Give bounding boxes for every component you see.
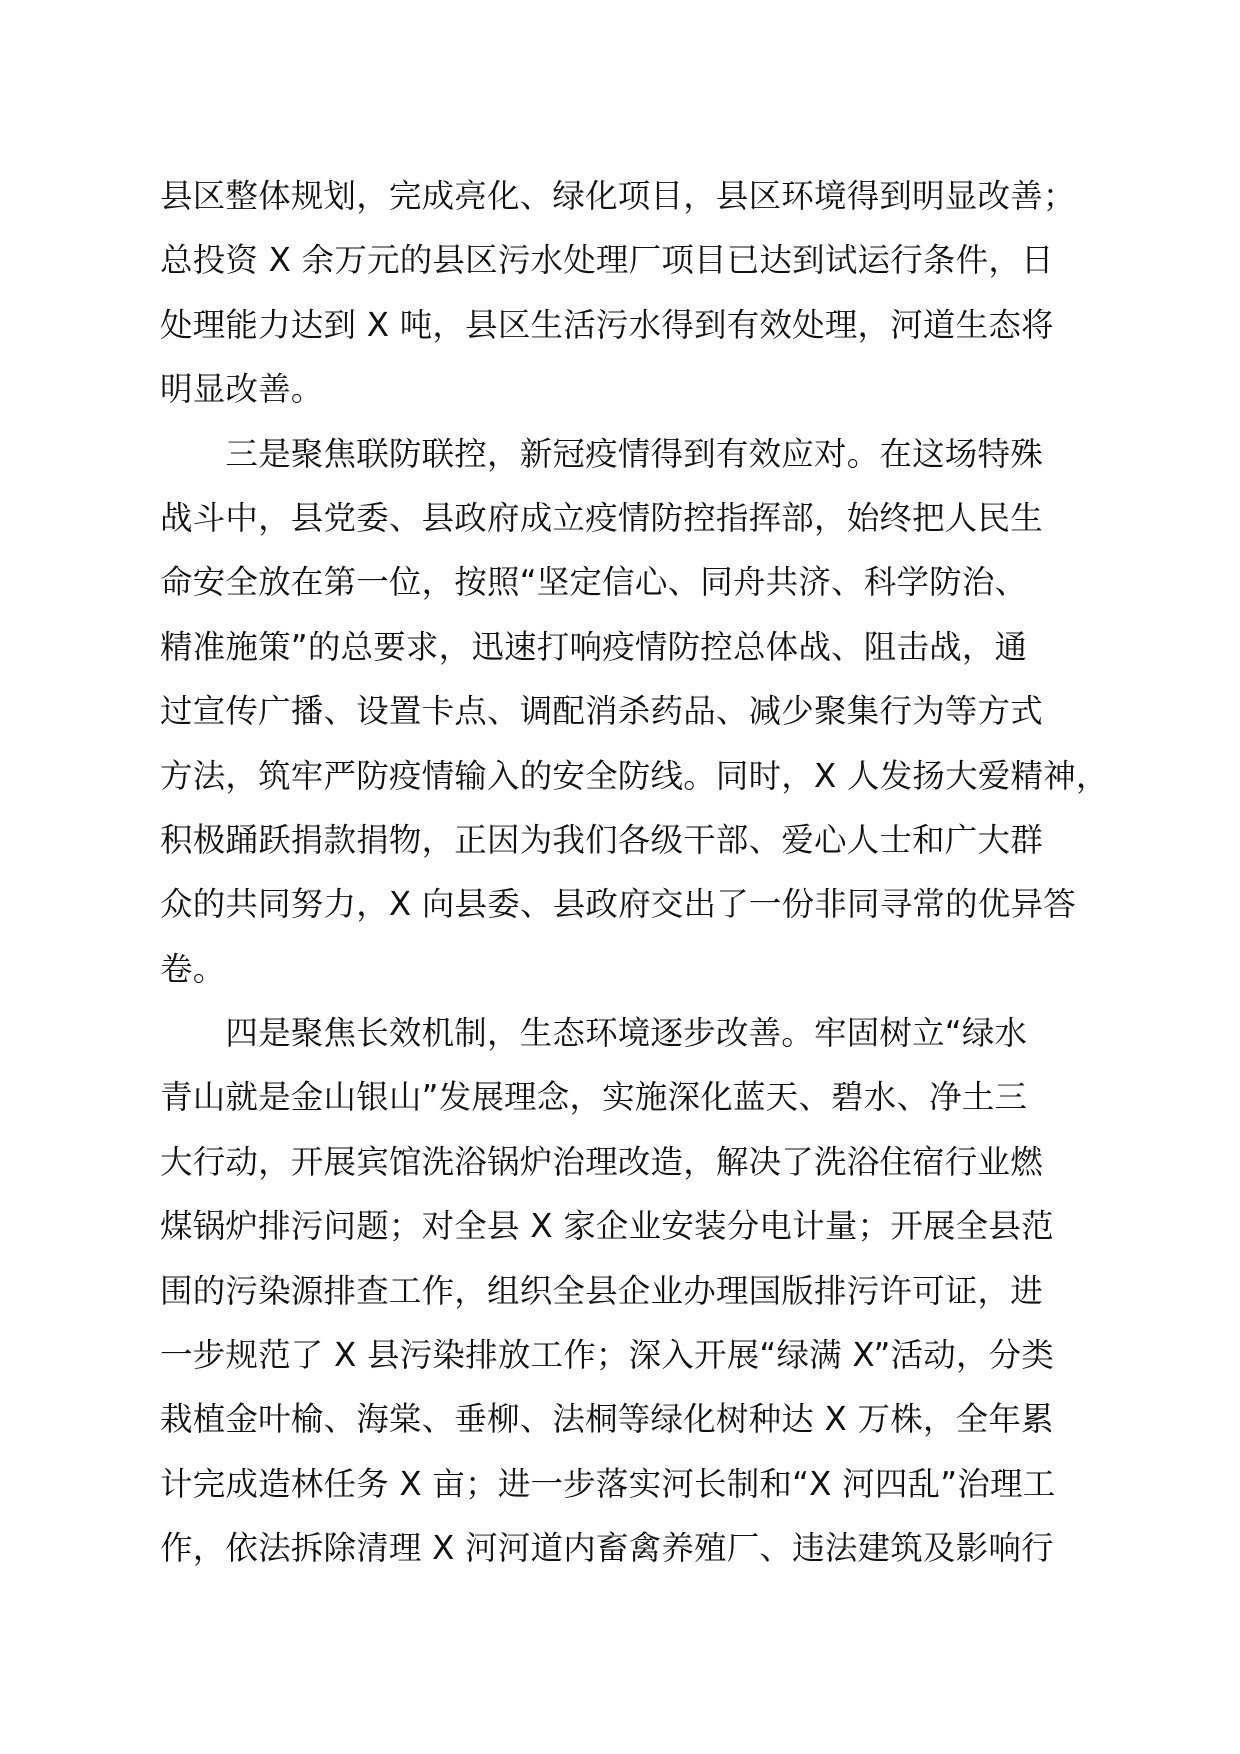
text-line: 明显改善。: [160, 370, 324, 409]
text-line: 县区整体规划，完成亮化、绿化项目，县区环境得到明显改善；: [160, 177, 1076, 215]
text-line: 大行动，开展宾馆洗浴锅炉治理改造，解决了洗浴住宿行业燃: [160, 1142, 1043, 1181]
text-line: 计完成造林任务 X 亩；进一步落实河长制和“X 河四乱”治理工: [160, 1464, 1056, 1503]
text-line: 煤锅炉排污问题；对全县 X 家企业安装分电计量；开展全县范: [160, 1207, 1054, 1246]
text-line: 青山就是金山银山”发展理念，实施深化蓝天、碧水、净土三: [160, 1078, 1028, 1117]
text-line: 方法，筑牢严防疫情输入的安全防线。同时，X 人发扬大爱精神，: [160, 756, 1109, 795]
text-line: 围的污染源排查工作，组织全县企业办理国版排污许可证，进: [160, 1271, 1043, 1310]
text-line: 一步规范了 X 县污染排放工作；深入开展“绿满 X”活动，分类: [160, 1336, 1055, 1375]
text-line: 过宣传广播、设置卡点、调配消杀药品、减少聚集行为等方式: [160, 692, 1043, 731]
text-line: 卷。: [160, 949, 226, 988]
text-line: 命安全放在第一位，按照“坚定信心、同舟共济、科学防治、: [160, 563, 1028, 602]
document-body: [160, 164, 1110, 1581]
text-line: 战斗中，县党委、县政府成立疫情防控指挥部，始终把人民生: [160, 498, 1043, 537]
text-line: 总投资 X 余万元的县区污水处理厂项目已达到试运行条件，日: [160, 241, 1054, 280]
paragraph-heading-line: 三是聚焦联防联控，新冠疫情得到有效应对。在这场特殊: [160, 434, 1043, 473]
text-line: 众的共同努力，X 向县委、县政府交出了一份非同寻常的优异答: [160, 885, 1076, 924]
text-line: 精准施策”的总要求，迅速打响疫情防控总体战、阻击战，通: [160, 627, 1028, 666]
text-line: 栽植金叶榆、海棠、垂柳、法桐等绿化树种达 X 万株，全年累: [160, 1400, 1054, 1439]
text-line: 作，依法拆除清理 X 河河道内畜禽养殖厂、违法建筑及影响行: [160, 1529, 1054, 1568]
text-line: 处理能力达到 X 吨，县区生活污水得到有效处理，河道生态将: [160, 305, 1054, 344]
paragraph-heading-line: 四是聚焦长效机制，生态环境逐步改善。牢固树立“绿水: [160, 1014, 1028, 1053]
text-line: 积极踊跃捐款捐物，正因为我们各级干部、爱心人士和广大群: [160, 820, 1043, 859]
